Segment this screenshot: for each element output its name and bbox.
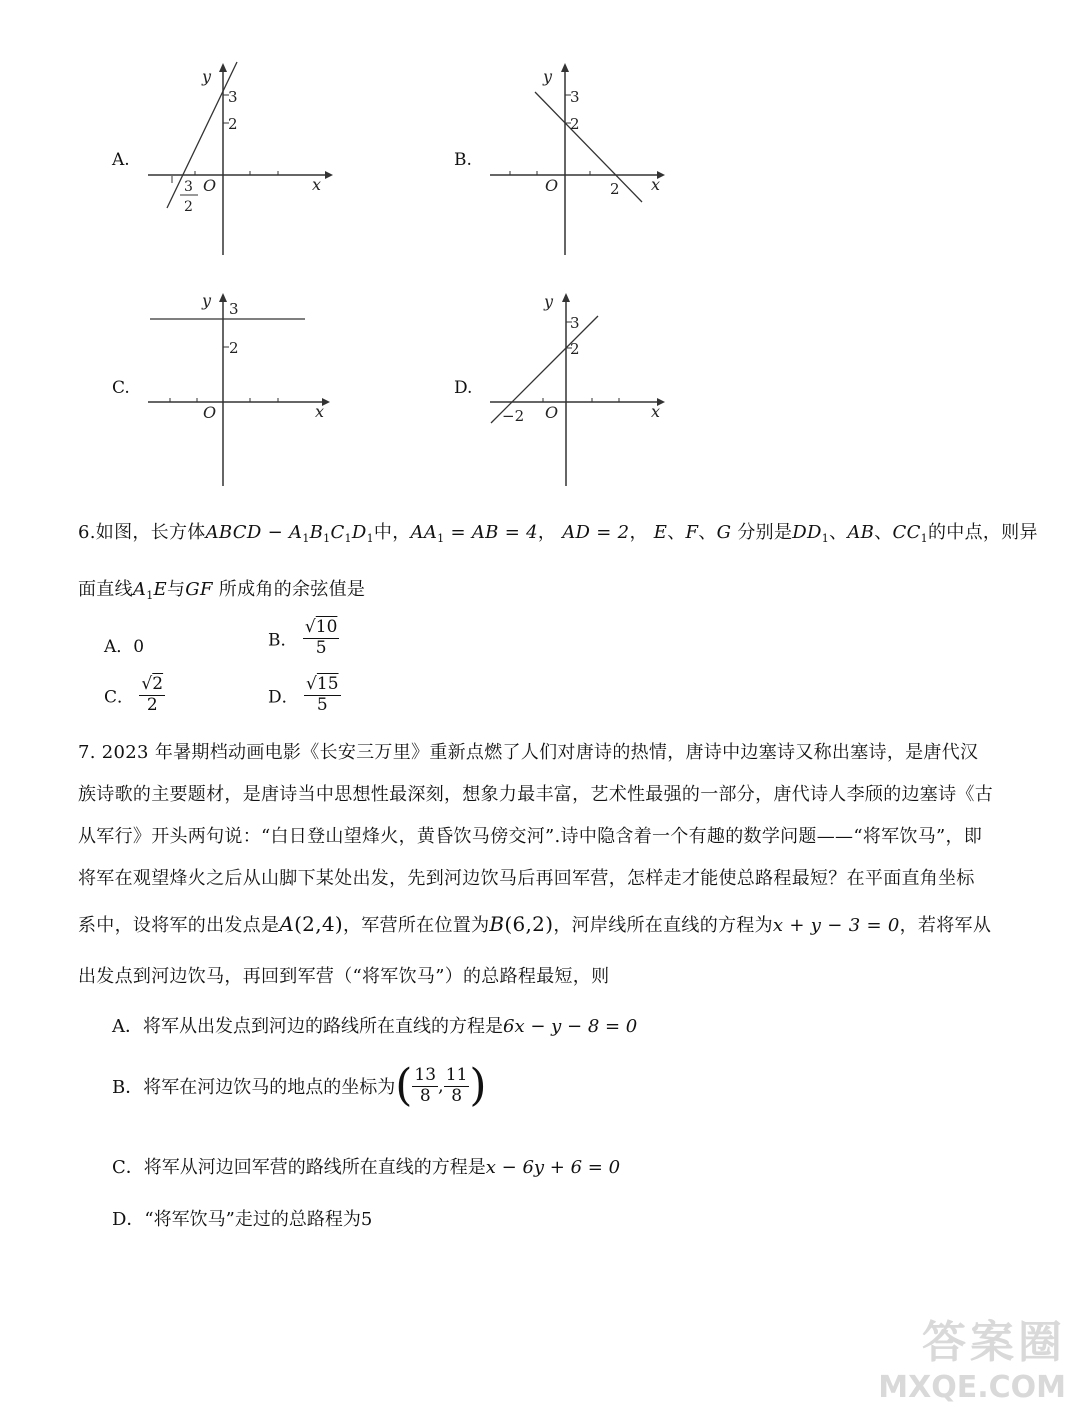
q7-line-3: 从军行》开头两句说：“白日登山望烽火，黄昏饮马傍交河”.诗中隐含着一个有趣的数学问题——“将军饮马”，即 xyxy=(78,826,983,847)
y-axis-arrow xyxy=(219,293,227,302)
x-axis-arrow xyxy=(325,171,333,179)
q5-option-a-letter: A. xyxy=(112,150,130,170)
watermark-url: MXQE.COM xyxy=(878,1370,1066,1405)
q7-option-a[interactable]: A．将军从出发点到河边的路线所在直线的方程是6x − y − 8 = 0 xyxy=(112,1016,638,1037)
q7-line-2: 族诗歌的主要题材，是唐诗当中思想性最深刻，想象力最丰富，艺术性最强的一部分，唐代诗人李颀的边塞诗《古 xyxy=(78,784,993,805)
neg-fraction-den: 2 xyxy=(184,199,193,215)
q7-line-5: 系中，设将军的出发点是A(2,4)，军营所在位置为B(6,2)，河岸线所在直线的方程为x + y − 3 = 0，若将军从 xyxy=(78,912,992,936)
y-axis-label: y xyxy=(202,291,212,310)
q7-line-6: 出发点到河边饮马，再回到军营（“将军饮马”）的总路程最短，则 xyxy=(78,966,610,987)
y-axis-arrow xyxy=(219,63,227,72)
q5-option-c-letter: C. xyxy=(112,378,130,398)
tick-label-2: 2 xyxy=(570,340,580,358)
x-axis-label: x xyxy=(315,402,325,421)
q7-option-b[interactable]: B．将军在河边饮马的地点的坐标为( $\frac{13}{8}$ , $\frac{11}{8}$ ) xyxy=(112,1060,487,1111)
q6-option-d[interactable]: D． $\frac{√15}{5}$ xyxy=(268,674,339,715)
q6-option-b[interactable]: B． $\frac{√10}{5}$ xyxy=(268,617,338,658)
tick-label-3: 3 xyxy=(228,88,238,106)
y-axis-label: y xyxy=(202,67,212,86)
q7-option-d[interactable]: D．“将军饮马”走过的总路程为5 xyxy=(112,1209,373,1230)
watermark-logo-text: 答案圈 xyxy=(922,1317,1066,1368)
origin-label: O xyxy=(203,176,217,195)
y-axis-arrow xyxy=(562,293,570,302)
tick-label-3: 3 xyxy=(229,300,239,318)
origin-label: O xyxy=(545,403,559,422)
x-tick-label: −2 xyxy=(502,407,525,425)
neg-fraction-num: 3 xyxy=(184,179,193,195)
q5-graph-a xyxy=(140,60,340,260)
x-axis-label: x xyxy=(651,175,661,194)
q5-graph-c xyxy=(140,290,340,490)
q5-graph-d xyxy=(485,290,685,490)
x-axis-label: x xyxy=(312,175,322,194)
y-axis-label: y xyxy=(543,67,553,86)
y-axis-arrow xyxy=(561,63,569,72)
tick-label-3: 3 xyxy=(570,88,580,106)
q5-graph-b xyxy=(485,60,685,260)
x-tick-label: 2 xyxy=(610,180,620,198)
q7-line-1: 7. 2023 年暑期档动画电影《长安三万里》重新点燃了人们对唐诗的热情，唐诗中边塞诗又称出塞诗，是唐代汉 xyxy=(78,742,979,763)
q6-option-a[interactable]: A．0 xyxy=(104,637,145,657)
tick-label-2: 2 xyxy=(570,115,580,133)
q7-option-c[interactable]: C．将军从河边回军营的路线所在直线的方程是x − 6y + 6 = 0 xyxy=(112,1157,621,1178)
origin-label: O xyxy=(545,176,559,195)
tick-label-2: 2 xyxy=(229,339,239,357)
q6-option-c[interactable]: C． $\frac{√2}{2}$ xyxy=(104,674,164,715)
q6-line-2: 面直线$A_1E$与GF 所成角的余弦值是 xyxy=(78,579,366,602)
q7-line-4: 将军在观望烽火之后从山脚下某处出发，先到河边饮马后再回军营，怎样走才能使总路程最短？在平面直角坐标 xyxy=(78,868,975,889)
tick-label-2: 2 xyxy=(228,115,238,133)
x-axis-label: x xyxy=(651,402,661,421)
origin-label: O xyxy=(203,403,217,422)
q5-option-d-letter: D. xyxy=(454,378,473,398)
tick-label-3: 3 xyxy=(570,314,580,332)
q5-option-b-letter: B. xyxy=(454,150,472,170)
watermark xyxy=(878,1306,1066,1405)
y-axis-label: y xyxy=(544,292,554,311)
q6-line-1: 6.如图，长方体ABCD − $A_1B_1C_1D_1$中，$AA_1$ = AB = 4， AD = 2， E、F、G 分别是$DD_1$、AB、$CC_1$的中点，则异 xyxy=(78,522,1038,545)
